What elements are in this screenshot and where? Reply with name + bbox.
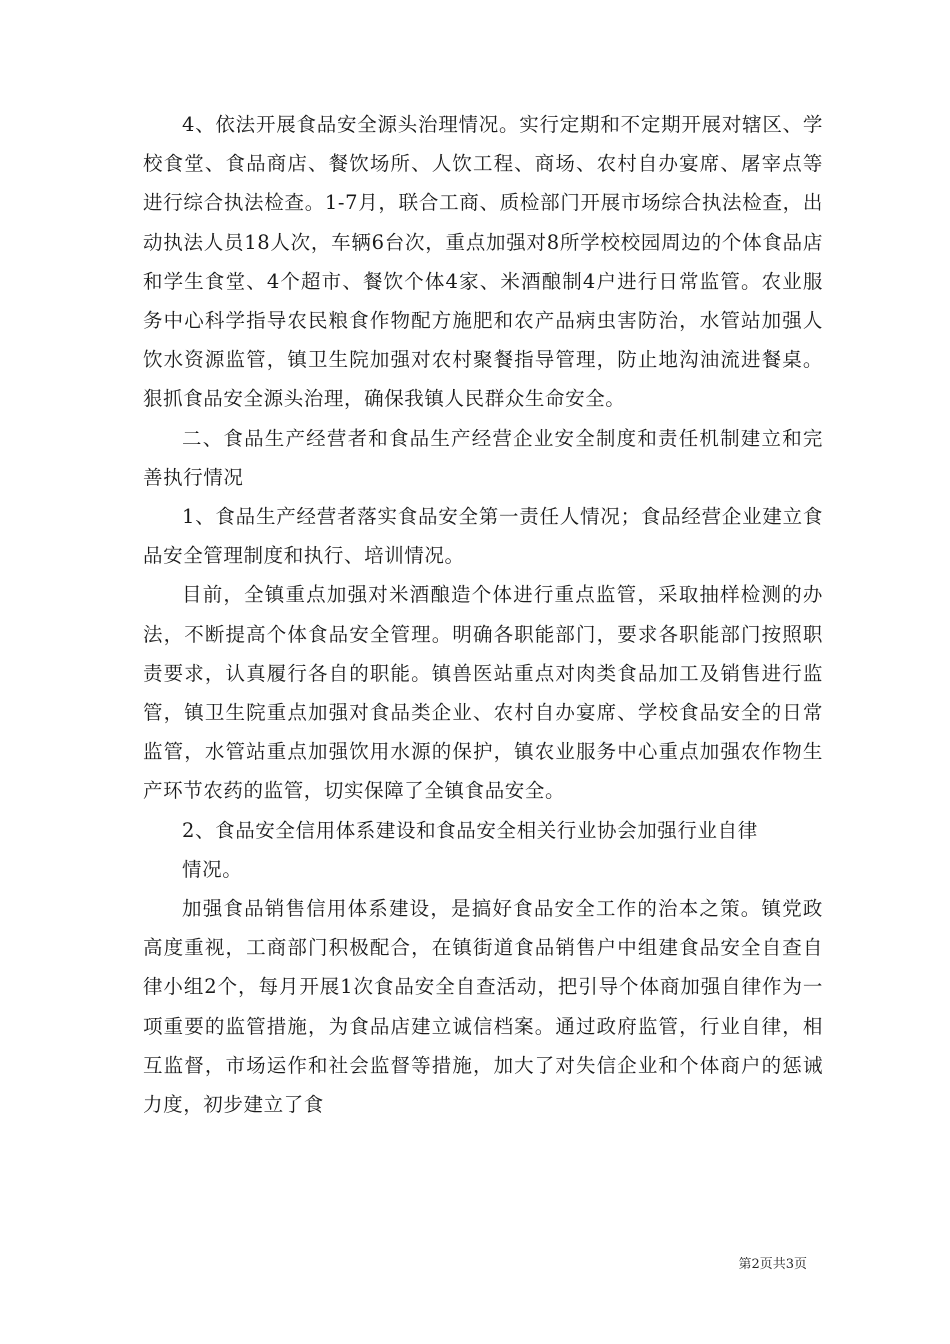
paragraph-credit-construction: 加强食品销售信用体系建设，是搞好食品安全工作的治本之策。镇党政高度重视，工商部门积极配合，在镇街道食品销售户中组建食品安全自查自律小组2个，每月开展1次食品安全自查活动，把引导个体商加强自律作为一项重要的监管措施，为食品店建立诚信档案。通过政府监管，行业自律，相互监督，市场运作和社会监督等措施，加大了对失信企业和个体商户的惩诫力度，初步建立了食 bbox=[143, 897, 823, 1117]
subheading-credit-system: 2、食品安全信用体系建设和食品安全相关行业协会加强行业自律 bbox=[182, 818, 758, 842]
section-heading-safety-system: 二、食品生产经营者和食品生产经营企业安全制度和责任机制建立和完善执行情况 bbox=[143, 426, 823, 489]
page-number: 第2页共3页 bbox=[738, 1257, 807, 1272]
subheading-first-responsible: 1、食品生产经营者落实食品安全第一责任人情况；食品经营企业建立食品安全管理制度和执行、培训情况。 bbox=[143, 505, 823, 568]
document-body bbox=[143, 105, 823, 1124]
paragraph-source-governance: 4、依法开展食品安全源头治理情况。实行定期和不定期开展对辖区、学校食堂、食品商店、餐饮场所、人饮工程、商场、农村自办宴席、屠宰点等进行综合执法检查。1-7月，联合工商、质检部门开展市场综合执法检查，出动执法人员18人次，车辆6台次，重点加强对8所学校校园周边的个体食品店和学生食堂、4个超市、餐饮个体4家、米酒酿制4户进行日常监管。农业服务中心科学指导农民粮食作物配方施肥和农产品病虫害防治，水管站加强人饮水资源监管，镇卫生院加强对农村聚餐指导管理，防止地沟油流进餐桌。狠抓食品安全源头治理，确保我镇人民群众生命安全。 bbox=[143, 113, 823, 411]
subheading-credit-system-cont: 情况。 bbox=[182, 857, 243, 881]
paragraph-current-supervision: 目前，全镇重点加强对米酒酿造个体进行重点监管，采取抽样检测的办法，不断提高个体食品安全管理。明确各职能部门，要求各职能部门按照职责要求，认真履行各自的职能。镇兽医站重点对肉类食品加工及销售进行监管，镇卫生院重点加强对食品类企业、农村自办宴席、学校食品安全的日常监管，水管站重点加强饮用水源的保护，镇农业服务中心重点加强农作物生产环节农药的监管，切实保障了全镇食品安全。 bbox=[143, 583, 823, 803]
